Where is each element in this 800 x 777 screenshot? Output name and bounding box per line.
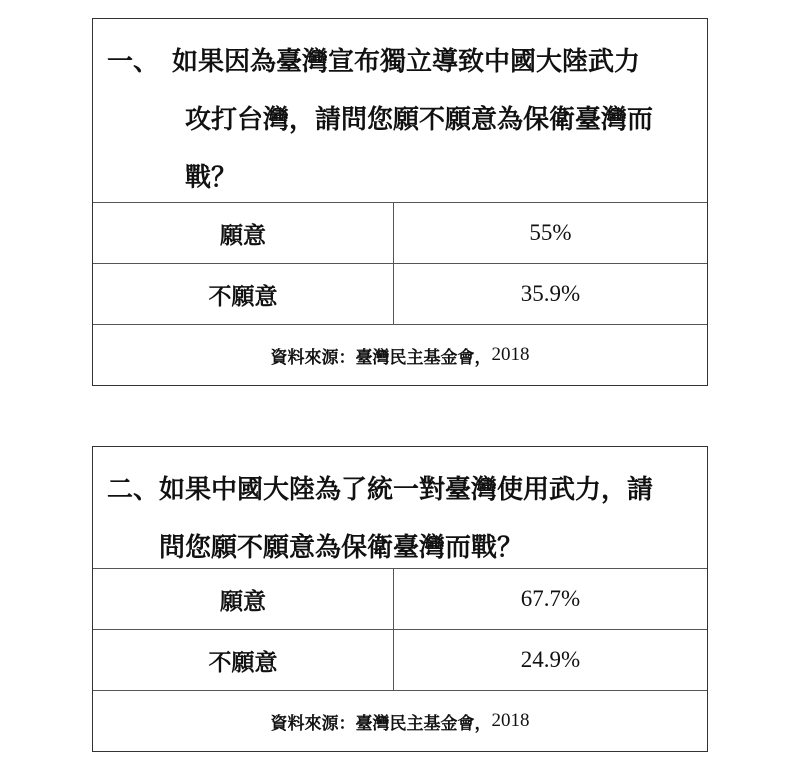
question-line: 戰？ [107, 163, 238, 193]
table-row [93, 630, 707, 691]
question-cell [93, 447, 707, 569]
question-line: 二、如果中國大陸為了統一對臺灣使用武力，請 [107, 475, 654, 505]
table-row [93, 569, 707, 630]
source-prefix: 資料來源：臺灣民主基金會， [270, 347, 492, 368]
source-year: 2018 [491, 344, 530, 365]
answer-label: 不願意 [93, 264, 394, 324]
answer-value: 35.9% [520, 281, 581, 306]
answer-label: 願意 [93, 203, 394, 263]
question-line: 一、 如果因為臺灣宣布獨立導致中國大陸武力 [107, 47, 641, 77]
question-line: 攻打台灣，請問您願不願意為保衛臺灣而 [107, 105, 654, 135]
answer-value: 67.7% [520, 586, 581, 611]
answer-value: 55% [529, 220, 572, 245]
table-row [93, 264, 707, 325]
source-year: 2018 [491, 710, 530, 731]
answer-label: 不願意 [93, 630, 394, 690]
survey-table-1 [92, 18, 708, 386]
answer-label: 願意 [93, 569, 394, 629]
question-line: 問您願不願意為保衛臺灣而戰？ [107, 533, 524, 563]
table-row [93, 203, 707, 264]
survey-table-2 [92, 446, 708, 752]
source-note [93, 325, 707, 385]
source-note [93, 691, 707, 751]
source-prefix: 資料來源：臺灣民主基金會， [270, 713, 492, 734]
question-cell [93, 19, 707, 203]
answer-value: 24.9% [520, 647, 581, 672]
